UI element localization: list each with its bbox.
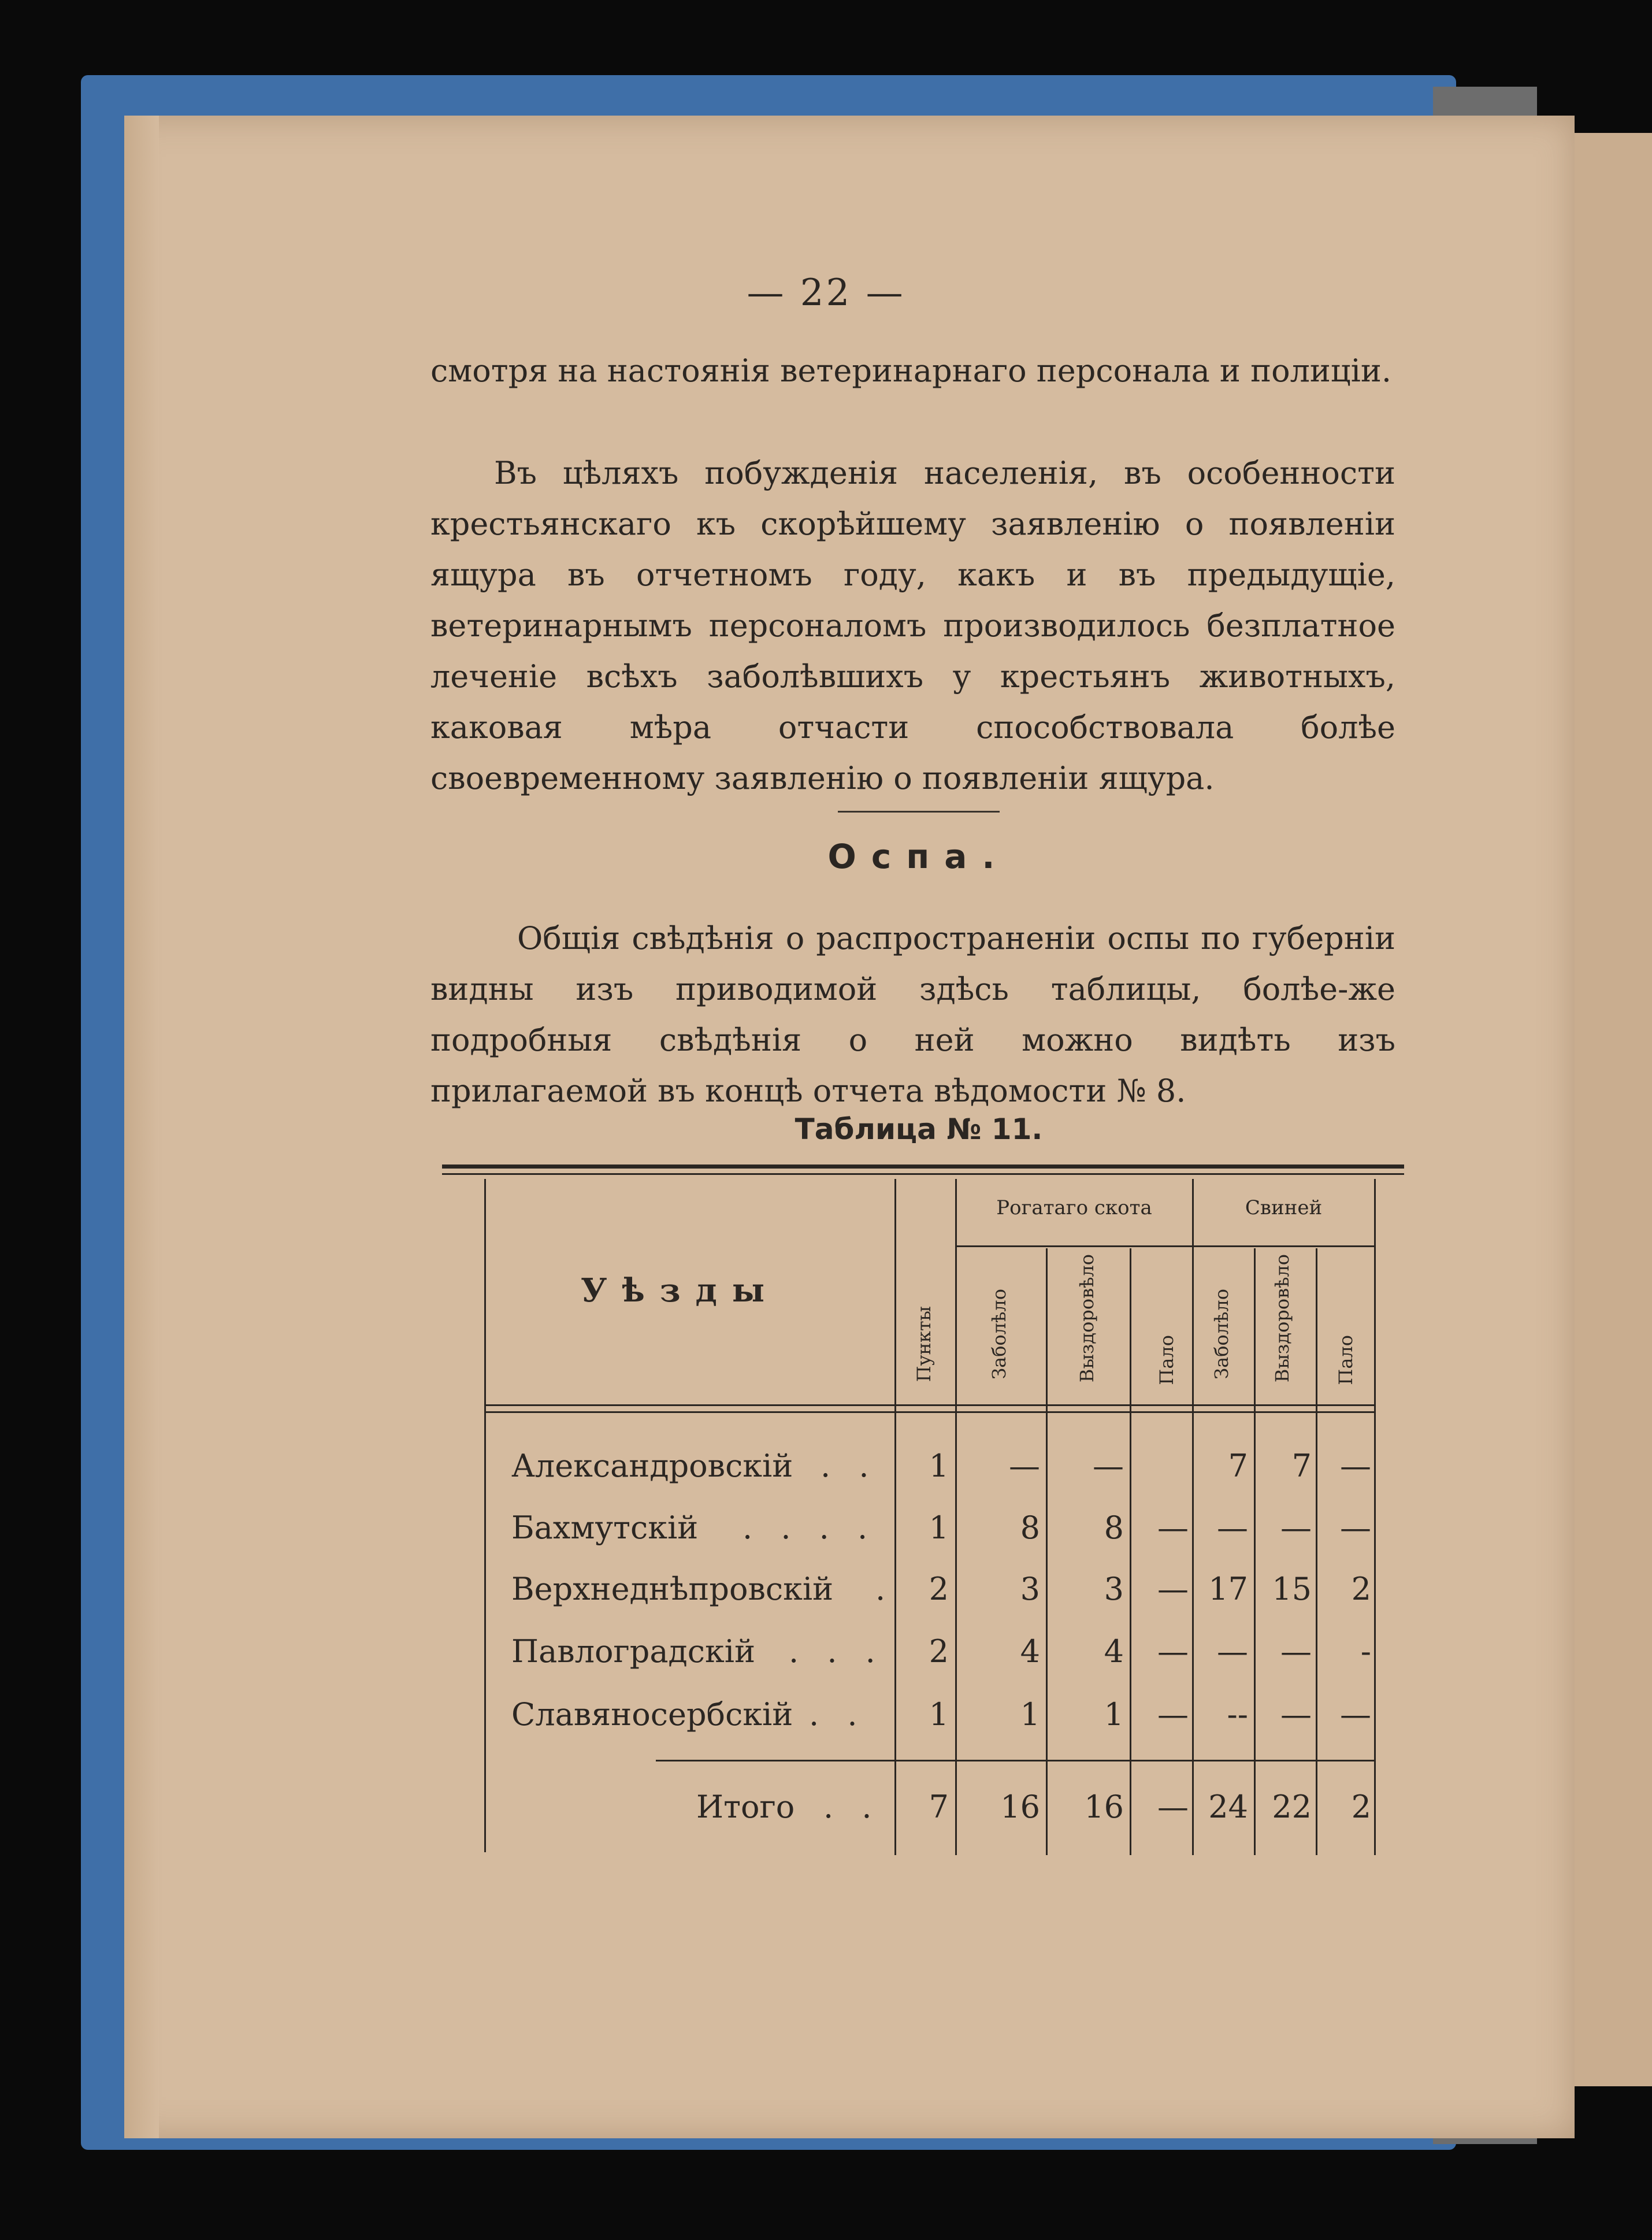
- cell-pigs-palo: —: [1340, 1448, 1371, 1484]
- cell-pigs-zaboleli: —: [1217, 1633, 1248, 1670]
- cell-cattle-palo: —: [1157, 1510, 1189, 1546]
- header-bottom-rule: [485, 1404, 1375, 1406]
- cell-cattle-zaboleli: 4: [1020, 1633, 1040, 1670]
- cell-cattle-zaboleli: —: [1009, 1448, 1040, 1484]
- row-dots: .: [875, 1571, 895, 1607]
- row-dots: . . . .: [743, 1510, 877, 1546]
- header-uezdy: Уѣзды: [581, 1271, 780, 1310]
- cell-pigs-vyzdorovelo: 15: [1272, 1571, 1312, 1607]
- cell-cattle-palo: —: [1157, 1571, 1189, 1607]
- table-col-divider: [1254, 1248, 1256, 1855]
- cell-pigs-zaboleli: 24: [1208, 1789, 1248, 1825]
- cell-cattle-zaboleli: 1: [1020, 1696, 1040, 1733]
- table-left-border: [484, 1179, 486, 1852]
- cell-punkty: 1: [929, 1696, 949, 1733]
- cell-punkty: 2: [929, 1633, 949, 1670]
- cell-punkty: 1: [929, 1510, 949, 1546]
- table-title: Таблица № 11.: [795, 1112, 1043, 1146]
- header-cattle-vyzdorovelo: Выздоровѣло: [1076, 1254, 1098, 1383]
- cell-cattle-vyzdorovelo: 16: [1084, 1789, 1124, 1825]
- cell-pigs-zaboleli: 7: [1228, 1448, 1248, 1484]
- cell-pigs-palo: —: [1340, 1696, 1371, 1733]
- cell-cattle-vyzdorovelo: 1: [1104, 1696, 1124, 1733]
- table-col-divider: [955, 1179, 957, 1855]
- header-pigs-zaboleli: Заболѣло: [1211, 1289, 1232, 1379]
- page-number: — 22 —: [747, 272, 905, 314]
- paragraph-2: Въ цѣляхъ побужденія населенія, въ особенности крестьянскаго къ скорѣйшему заявленію о появленіи ящура въ отчетномъ году, какъ и въ предыдущіе, ветеринарнымъ персоналомъ производилось безплатное леченіе всѣхъ заболѣвшихъ у крестьянъ животныхъ, каковая мѣра отчасти способствовала болѣе своевременному заявленію о появленіи ящура.: [430, 455, 1395, 796]
- table-col-divider: [1192, 1179, 1194, 1855]
- cell-cattle-vyzdorovelo: 4: [1104, 1633, 1124, 1670]
- cell-pigs-palo: -: [1360, 1633, 1371, 1670]
- cell-pigs-palo: 2: [1351, 1571, 1371, 1607]
- cell-pigs-zaboleli: —: [1217, 1510, 1248, 1546]
- paragraph-1: смотря на настоянія ветеринарнаго персонала и полиціи.: [430, 353, 1392, 389]
- cell-pigs-vyzdorovelo: 22: [1272, 1789, 1312, 1825]
- section-heading: Оспа.: [827, 837, 1010, 876]
- header-punkty: Пункты: [913, 1306, 935, 1382]
- header-pigs-group: Свиней: [1245, 1196, 1323, 1219]
- row-dots: . .: [823, 1789, 881, 1825]
- table-right-border: [1374, 1179, 1376, 1855]
- cell-cattle-vyzdorovelo: 3: [1104, 1571, 1124, 1607]
- header-cattle-group: Рогатаго скота: [996, 1196, 1152, 1219]
- paragraph-3: Общія свѣдѣнія о распространеніи оспы по губерніи видны изъ приводимой здѣсь таблицы, болѣе-же подробныя свѣдѣнія о ней можно видѣть изъ прилагаемой въ концѣ отчета вѣдомости № 8.: [430, 920, 1395, 1109]
- header-cattle-zaboleli: Заболѣло: [988, 1289, 1010, 1379]
- table-top-rule-thin: [442, 1173, 1404, 1175]
- cell-pigs-vyzdorovelo: —: [1280, 1633, 1312, 1670]
- table-col-divider: [1046, 1248, 1048, 1855]
- row-name: Павлоградскій: [511, 1633, 756, 1670]
- table-col-divider: [894, 1179, 896, 1855]
- next-page-edge: [1569, 133, 1652, 2086]
- header-pigs-palo: Пало: [1335, 1335, 1357, 1385]
- header-cattle-palo: Пало: [1156, 1335, 1178, 1385]
- header-bottom-rule-double: [485, 1411, 1375, 1413]
- cell-punkty: 7: [929, 1789, 949, 1825]
- row-name: Верхнеднѣпровскій: [511, 1571, 834, 1607]
- group-header-rule: [955, 1245, 1374, 1247]
- cell-cattle-zaboleli: 8: [1020, 1510, 1040, 1546]
- cell-cattle-zaboleli: 3: [1020, 1571, 1040, 1607]
- row-name: Бахмутскій: [511, 1510, 699, 1546]
- cell-pigs-palo: —: [1340, 1510, 1371, 1546]
- table-col-divider: [1316, 1248, 1317, 1855]
- cell-cattle-palo: —: [1157, 1789, 1189, 1825]
- section-divider: [838, 811, 1000, 813]
- cell-pigs-vyzdorovelo: —: [1280, 1510, 1312, 1546]
- row-dots: . . .: [789, 1633, 885, 1670]
- table-top-rule: [442, 1164, 1404, 1169]
- cell-punkty: 1: [929, 1448, 949, 1484]
- row-name: Славяносербскій: [511, 1696, 793, 1733]
- cell-cattle-vyzdorovelo: —: [1093, 1448, 1124, 1484]
- row-dots: . .: [809, 1696, 867, 1733]
- cell-cattle-palo: —: [1157, 1696, 1189, 1733]
- cell-pigs-zaboleli: --: [1227, 1696, 1248, 1733]
- cell-pigs-vyzdorovelo: —: [1280, 1696, 1312, 1733]
- total-rule: [656, 1760, 1375, 1761]
- row-name: Александровскій: [511, 1448, 793, 1484]
- row-dots: . .: [821, 1448, 878, 1484]
- header-pigs-vyzdorovelo: Выздоровѣло: [1271, 1254, 1293, 1383]
- cell-cattle-palo: —: [1157, 1633, 1189, 1670]
- cell-pigs-palo: 2: [1351, 1789, 1371, 1825]
- cell-punkty: 2: [929, 1571, 949, 1607]
- cell-pigs-vyzdorovelo: 7: [1291, 1448, 1312, 1484]
- cell-cattle-vyzdorovelo: 8: [1104, 1510, 1124, 1546]
- cell-cattle-zaboleli: 16: [1000, 1789, 1040, 1825]
- cell-pigs-zaboleli: 17: [1208, 1571, 1248, 1607]
- total-label: Итого: [696, 1789, 795, 1825]
- table-col-divider: [1130, 1248, 1131, 1855]
